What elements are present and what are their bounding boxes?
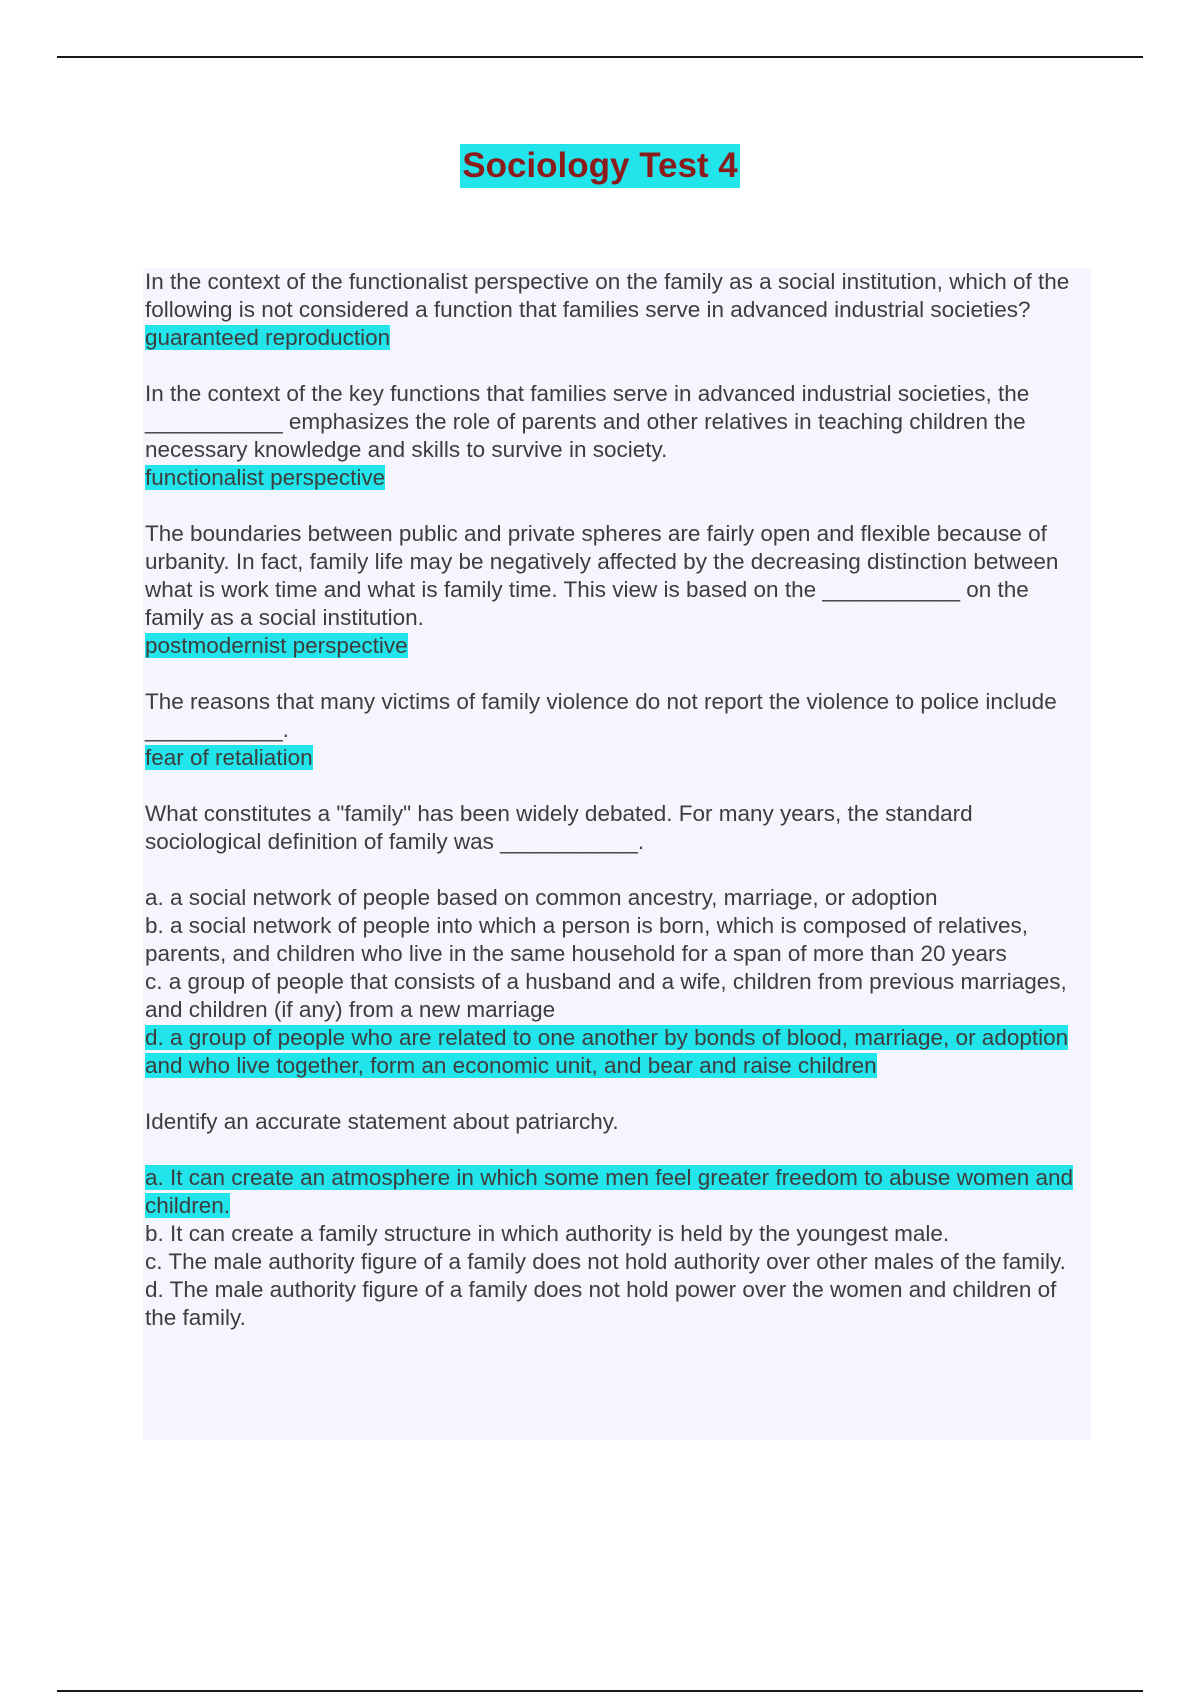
question-item-6 bbox=[145, 1108, 1089, 1332]
question-text: The reasons that many victims of family violence do not report the violence to police include ___________. bbox=[145, 689, 1057, 742]
question-item-4 bbox=[145, 688, 1089, 772]
question-text: The boundaries between public and private spheres are fairly open and flexible because of urbanity. In fact, family life may be negatively affected by the decreasing distinction between what is work time and what is family time. This view is based on the ___________ on the family as a social institution. bbox=[145, 521, 1059, 630]
answer-highlight: guaranteed reproduction bbox=[145, 325, 391, 350]
option-c: c. The male authority figure of a family does not hold authority over other males of the family. bbox=[145, 1249, 1066, 1274]
answer-highlight: fear of retaliation bbox=[145, 745, 313, 770]
option-a: a. a social network of people based on common ancestry, marriage, or adoption bbox=[145, 885, 938, 910]
question-list bbox=[145, 268, 1089, 1360]
question-text: In the context of the functionalist perspective on the family as a social institution, which of the following is not considered a function that families serve in advanced industrial societies? bbox=[145, 269, 1070, 322]
question-text: In the context of the key functions that families serve in advanced industrial societies, the ___________ emphasizes the role of parents and other relatives in teaching children the necessary knowledge and skills to survive in society. bbox=[145, 381, 1030, 462]
option-c: c. a group of people that consists of a husband and a wife, children from previous marriages, and children (if any) from a new marriage bbox=[145, 969, 1067, 1022]
option-d: d. The male authority figure of a family does not hold power over the women and children of the family. bbox=[145, 1277, 1057, 1330]
question-item-1 bbox=[145, 268, 1089, 352]
question-text: Identify an accurate statement about patriarchy. bbox=[145, 1109, 619, 1134]
bottom-rule bbox=[57, 1690, 1143, 1692]
top-rule bbox=[57, 56, 1143, 58]
answer-highlight: functionalist perspective bbox=[145, 465, 386, 490]
question-item-5 bbox=[145, 800, 1089, 1080]
document-title: Sociology Test 4 bbox=[460, 144, 740, 188]
option-b: b. a social network of people into which a person is born, which is composed of relatives, parents, and children who live in the same household for a span of more than 20 years bbox=[145, 913, 1028, 966]
question-text: What constitutes a "family" has been widely debated. For many years, the standard sociological definition of family was ___________. bbox=[145, 801, 973, 854]
question-item-3 bbox=[145, 520, 1089, 660]
question-item-2 bbox=[145, 380, 1089, 492]
option-d-correct: d. a group of people who are related to one another by bonds of blood, marriage, or adoption and who live together, form an economic unit, and bear and raise children bbox=[145, 1025, 1069, 1078]
option-b: b. It can create a family structure in which authority is held by the youngest male. bbox=[145, 1221, 950, 1246]
option-a-correct: a. It can create an atmosphere in which some men feel greater freedom to abuse women and children. bbox=[145, 1165, 1074, 1218]
title-container bbox=[0, 144, 1200, 188]
answer-highlight: postmodernist perspective bbox=[145, 633, 408, 658]
options-list bbox=[145, 1164, 1089, 1332]
options-list bbox=[145, 884, 1089, 1080]
